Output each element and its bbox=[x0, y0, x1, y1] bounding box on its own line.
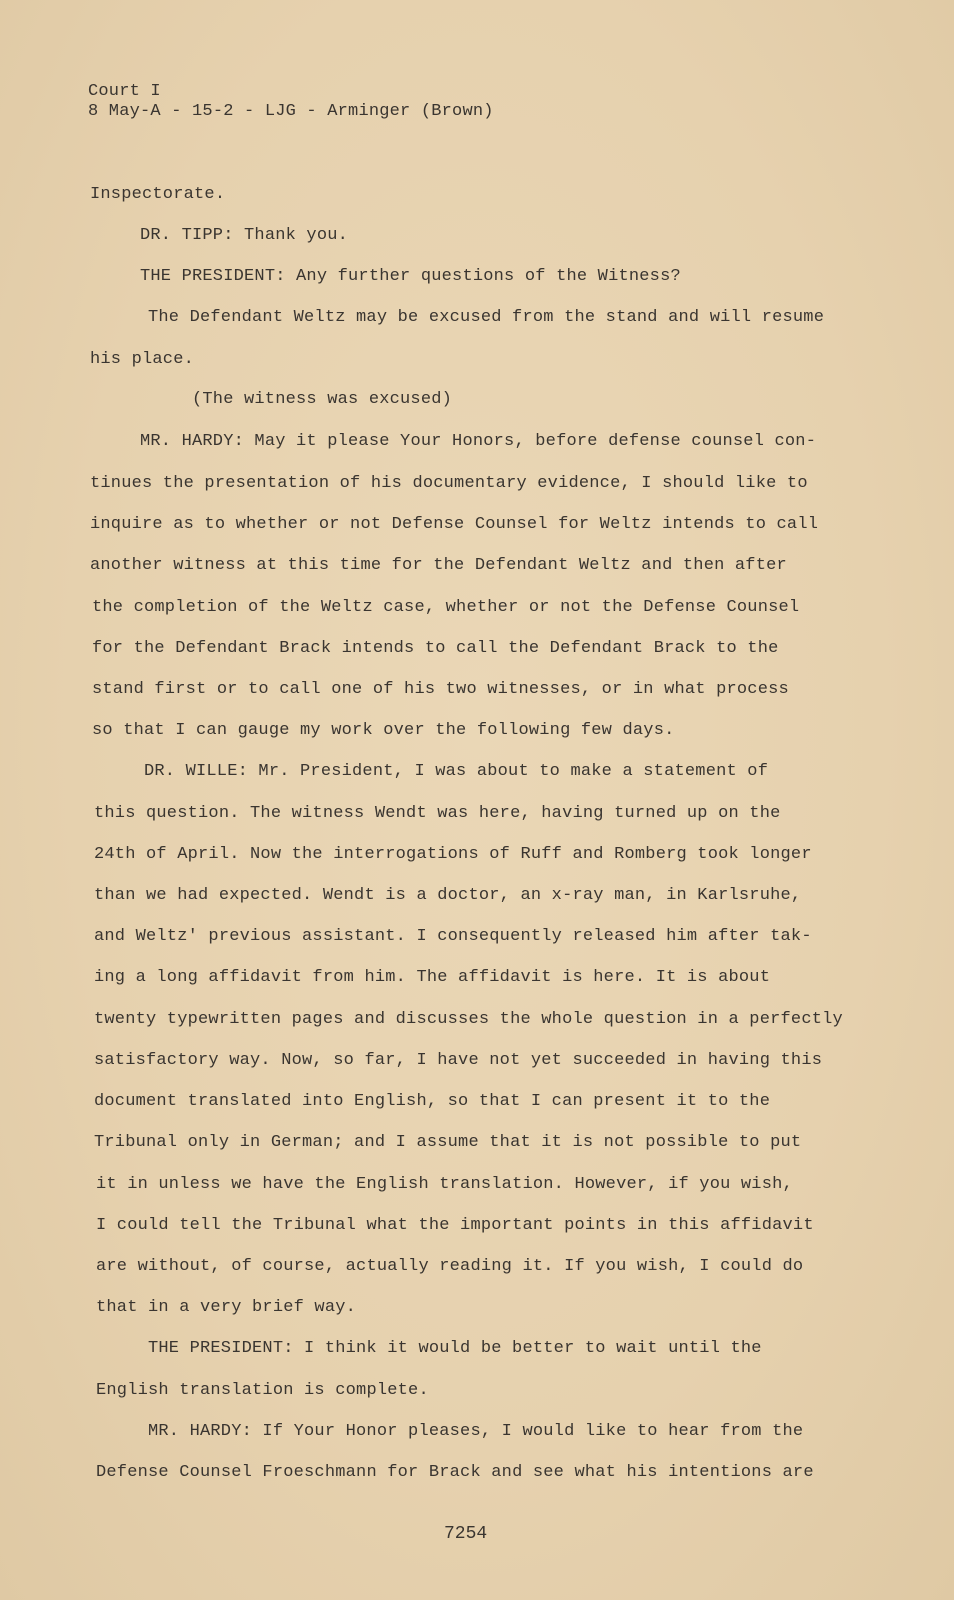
transcript-line: Defense Counsel Froeschmann for Brack and see what his intentions are bbox=[96, 1463, 814, 1482]
transcript-line: DR. TIPP: Thank you. bbox=[140, 226, 349, 245]
transcript-line: the completion of the Weltz case, whether or not the Defense Counsel bbox=[92, 598, 800, 617]
transcript-line: ing a long affidavit from him. The affidavit is here. It is about bbox=[94, 968, 771, 987]
header-court: Court I bbox=[88, 82, 161, 101]
transcript-line: another witness at this time for the Defendant Weltz and then after bbox=[90, 556, 787, 575]
transcript-line: I could tell the Tribunal what the important points in this affidavit bbox=[96, 1216, 814, 1235]
transcript-line: THE PRESIDENT: Any further questions of the Witness? bbox=[140, 267, 681, 286]
transcript-line: Tribunal only in German; and I assume that it is not possible to put bbox=[94, 1133, 802, 1152]
transcript-line: and Weltz' previous assistant. I consequently released him after tak- bbox=[94, 927, 812, 946]
transcript-line: THE PRESIDENT: I think it would be better to wait until the bbox=[148, 1339, 762, 1358]
transcript-line: this question. The witness Wendt was here, having turned up on the bbox=[94, 804, 781, 823]
transcript-line: twenty typewritten pages and discusses the whole question in a perfectly bbox=[94, 1010, 843, 1029]
transcript-line: that in a very brief way. bbox=[96, 1298, 357, 1317]
transcript-line: are without, of course, actually reading it. If you wish, I could do bbox=[96, 1257, 804, 1276]
transcript-line: document translated into English, so that I can present it to the bbox=[94, 1092, 771, 1111]
page-number: 7254 bbox=[444, 1524, 488, 1544]
transcript-line: than we had expected. Wendt is a doctor, an x-ray man, in Karlsruhe, bbox=[94, 886, 802, 905]
transcript-line: DR. WILLE: Mr. President, I was about to make a statement of bbox=[144, 762, 769, 781]
header-session: 8 May-A - 15-2 - LJG - Arminger (Brown) bbox=[88, 102, 494, 121]
transcript-line: MR. HARDY: May it please Your Honors, before defense counsel con- bbox=[140, 432, 817, 451]
transcript-line: 24th of April. Now the interrogations of Ruff and Romberg took longer bbox=[94, 845, 812, 864]
transcript-line: for the Defendant Brack intends to call the Defendant Brack to the bbox=[92, 639, 779, 658]
transcript-line: The Defendant Weltz may be excused from the stand and will resume bbox=[148, 308, 825, 327]
transcript-line: (The witness was excused) bbox=[192, 390, 453, 409]
transcript-line: inquire as to whether or not Defense Counsel for Weltz intends to call bbox=[90, 515, 819, 534]
transcript-line: MR. HARDY: If Your Honor pleases, I would like to hear from the bbox=[148, 1422, 804, 1441]
transcript-line: stand first or to call one of his two witnesses, or in what process bbox=[92, 680, 789, 699]
transcript-line: it in unless we have the English translation. However, if you wish, bbox=[96, 1175, 793, 1194]
transcript-line: his place. bbox=[90, 350, 195, 369]
transcript-line: satisfactory way. Now, so far, I have not yet succeeded in having this bbox=[94, 1051, 823, 1070]
transcript-line: English translation is complete. bbox=[96, 1381, 429, 1400]
transcript-line: Inspectorate. bbox=[90, 185, 226, 204]
transcript-line: so that I can gauge my work over the following few days. bbox=[92, 721, 675, 740]
transcript-line: tinues the presentation of his documentary evidence, I should like to bbox=[90, 474, 808, 493]
